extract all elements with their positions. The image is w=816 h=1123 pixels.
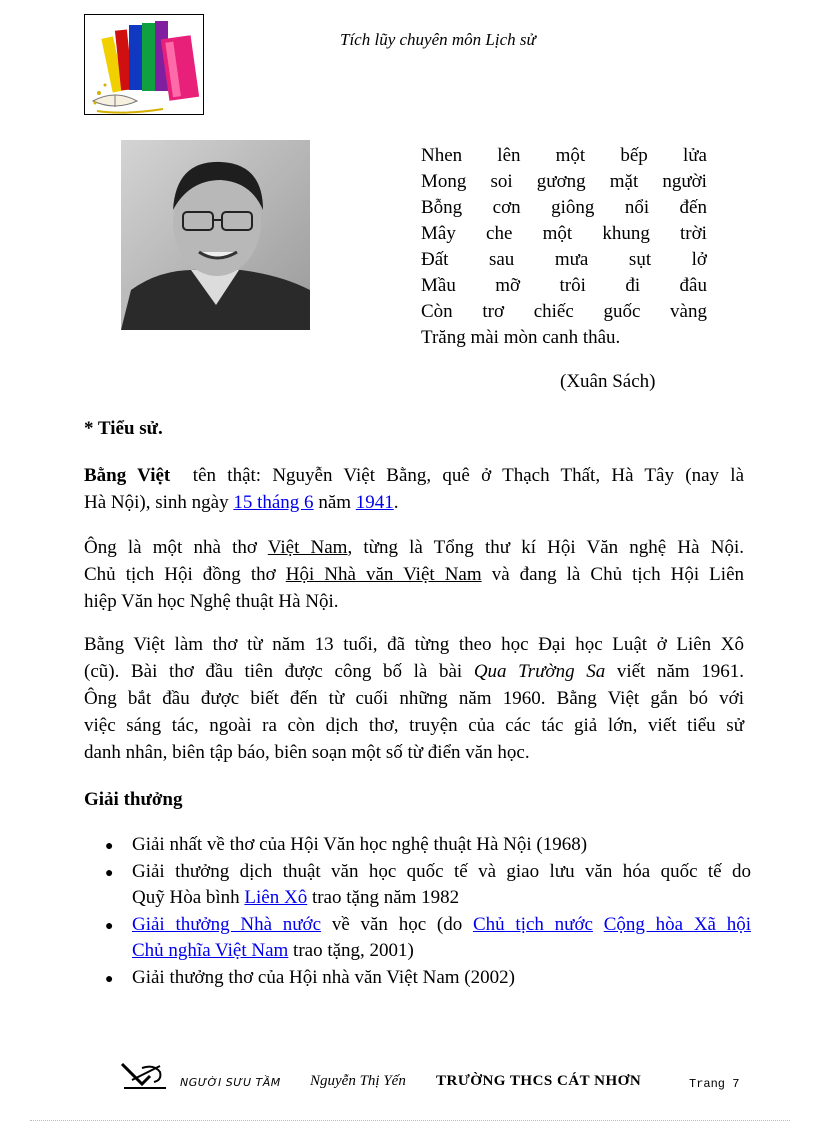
poem-title: Qua Trường Sa	[473, 661, 606, 682]
bio-text: .	[393, 492, 399, 513]
poem-author: (Xuân Sách)	[560, 371, 656, 392]
socialist-vietnam-link[interactable]: Chủ nghĩa Việt Nam	[132, 940, 289, 961]
page-footer	[120, 1058, 760, 1098]
poem-word: bếp	[620, 145, 648, 166]
bullet-icon: ●	[105, 839, 114, 854]
bio-heading: * Tiểu sử.	[84, 418, 163, 439]
poem-word: Mầu	[421, 275, 456, 296]
poem-line	[421, 273, 707, 299]
bio-text: và đang là Chủ tịch Hội Liên	[491, 564, 745, 585]
list-item	[105, 859, 751, 911]
poem-word: một	[542, 223, 573, 244]
poem-word: vàng	[670, 301, 707, 322]
poem-word: mặt	[609, 171, 639, 192]
books-logo	[84, 14, 204, 115]
poem-word: Bỗng	[421, 197, 463, 218]
bullet-icon: ●	[105, 919, 114, 934]
page-bottom-divider	[30, 1120, 790, 1121]
poem-word: đến	[679, 197, 707, 218]
award-text: về văn học (do	[331, 914, 463, 935]
bio-paragraph-3	[84, 631, 744, 766]
bio-text: năm	[318, 492, 352, 513]
poem-word: lên	[497, 145, 521, 166]
header-title: Tích lũy chuyên môn Lịch sử	[340, 30, 536, 49]
bio-text: tên thật: Nguyễn Việt Bằng, quê ở Thạch Thất, Hà Tây (nay là	[192, 465, 744, 486]
poem-word: che	[486, 223, 513, 244]
country-link[interactable]: Việt Nam	[267, 537, 348, 558]
award-text: trao tặng năm 1982	[311, 887, 460, 908]
award-text: Quỹ Hòa bình	[132, 887, 240, 908]
poem-word: guốc	[603, 301, 641, 322]
bio-text: danh nhân, biên tập báo, biên soạn một số từ điển văn học.	[84, 742, 530, 763]
poem-word: một	[555, 145, 586, 166]
poem-word: Còn	[421, 301, 453, 322]
awards-heading: Giải thưởng	[84, 789, 183, 810]
bio-text: Bằng Việt làm thơ từ năm 13 tuổi, đã từng theo học Đại học Luật ở Liên Xô	[84, 634, 744, 655]
list-item	[105, 832, 751, 858]
bio-text: việc sáng tác, ngoài ra còn dịch thơ, truyện của các tác giả lớn, viết tiểu sử	[84, 715, 744, 736]
writers-association-link[interactable]: Hội Nhà văn Việt Nam	[285, 564, 482, 585]
poem-word: trời	[680, 223, 707, 244]
poem-word: nổi	[624, 197, 650, 218]
poem-word: Nhen	[421, 145, 463, 166]
bio-text: Ông là một nhà thơ	[84, 537, 257, 558]
bio-text: Hà Nội), sinh ngày	[84, 492, 229, 513]
poem	[421, 143, 707, 351]
award-text: trao tặng, 2001)	[293, 940, 414, 961]
birth-year-link[interactable]: 1941	[355, 492, 394, 513]
footer-school: TRƯỜNG THCS CÁT NHƠN	[436, 1073, 642, 1089]
poem-word: Đất	[421, 249, 449, 270]
poem-word: Mong	[421, 171, 467, 192]
lien-xo-link[interactable]: Liên Xô	[244, 887, 308, 908]
bio-name: Bằng Việt	[84, 465, 171, 486]
poem-word: Mây	[421, 223, 456, 244]
republic-link[interactable]: Cộng hòa Xã hội	[603, 914, 752, 935]
bio-text: , từng là Tổng thư kí Hội Văn nghệ Hà Nội.	[347, 537, 744, 558]
birth-date-link[interactable]: 15 tháng 6	[233, 492, 314, 513]
poem-word: mỡ	[495, 275, 521, 296]
president-link[interactable]: Chủ tịch nước	[472, 914, 593, 935]
poem-word: mưa	[554, 249, 589, 270]
books-icon	[85, 15, 204, 115]
poem-word: đi	[625, 275, 641, 296]
award-text: Giải nhất về thơ của Hội Văn học nghệ thuật Hà Nội (1968)	[132, 834, 588, 855]
bio-paragraph-1	[84, 462, 744, 516]
poem-word: người	[662, 171, 707, 192]
bio-text: (cũ). Bài thơ đầu tiên được công bố là bài	[84, 661, 463, 682]
poem-line: Trăng mài mòn canh thâu.	[421, 327, 621, 348]
poem-word: gương	[536, 171, 586, 192]
list-item	[105, 965, 751, 991]
footer-author: Nguyễn Thị Yến	[310, 1073, 406, 1089]
bio-text: viết năm 1961.	[616, 661, 745, 682]
poem-word: cơn	[492, 197, 521, 218]
bio-paragraph-2	[84, 534, 744, 615]
poem-line	[421, 299, 707, 325]
bio-text: hiệp Văn học Nghệ thuật Hà Nội.	[84, 591, 339, 612]
poem-word: giông	[551, 197, 595, 218]
poem-word: đâu	[679, 275, 707, 296]
list-item	[105, 912, 751, 964]
state-prize-link[interactable]: Giải thưởng Nhà nước	[132, 914, 322, 935]
bio-text: Chủ tịch Hội đồng thơ	[84, 564, 276, 585]
bullet-icon: ●	[105, 972, 114, 987]
poem-word: khung	[602, 223, 650, 244]
bullet-icon: ●	[105, 866, 114, 881]
poem-word: sau	[488, 249, 515, 270]
poem-line	[421, 143, 707, 169]
poem-word: chiếc	[533, 301, 574, 322]
award-text: Giải thưởng thơ của Hội nhà văn Việt Nam (2002)	[132, 967, 515, 988]
poem-word: sụt	[628, 249, 652, 270]
poem-line	[421, 169, 707, 195]
poem-word: trôi	[559, 275, 586, 296]
poem-word: lở	[691, 249, 707, 270]
pen-signature-icon	[120, 1058, 168, 1092]
author-portrait	[121, 140, 310, 330]
poem-word: lửa	[682, 145, 707, 166]
award-text: Giải thưởng dịch thuật văn học quốc tế và giao lưu văn hóa quốc tế do	[132, 861, 751, 882]
poem-line	[421, 221, 707, 247]
bio-text: Ông bắt đầu được biết đến từ cuối những năm 1960. Bằng Việt gắn bó với	[84, 688, 744, 709]
poem-line	[421, 247, 707, 273]
page-number: Trang 7	[689, 1077, 740, 1091]
poem-word: trơ	[482, 301, 505, 322]
collector-label: NGƯỜI SƯU TẦM	[180, 1076, 281, 1089]
poem-word: soi	[490, 171, 513, 192]
poem-line	[421, 195, 707, 221]
awards-list	[105, 832, 751, 992]
